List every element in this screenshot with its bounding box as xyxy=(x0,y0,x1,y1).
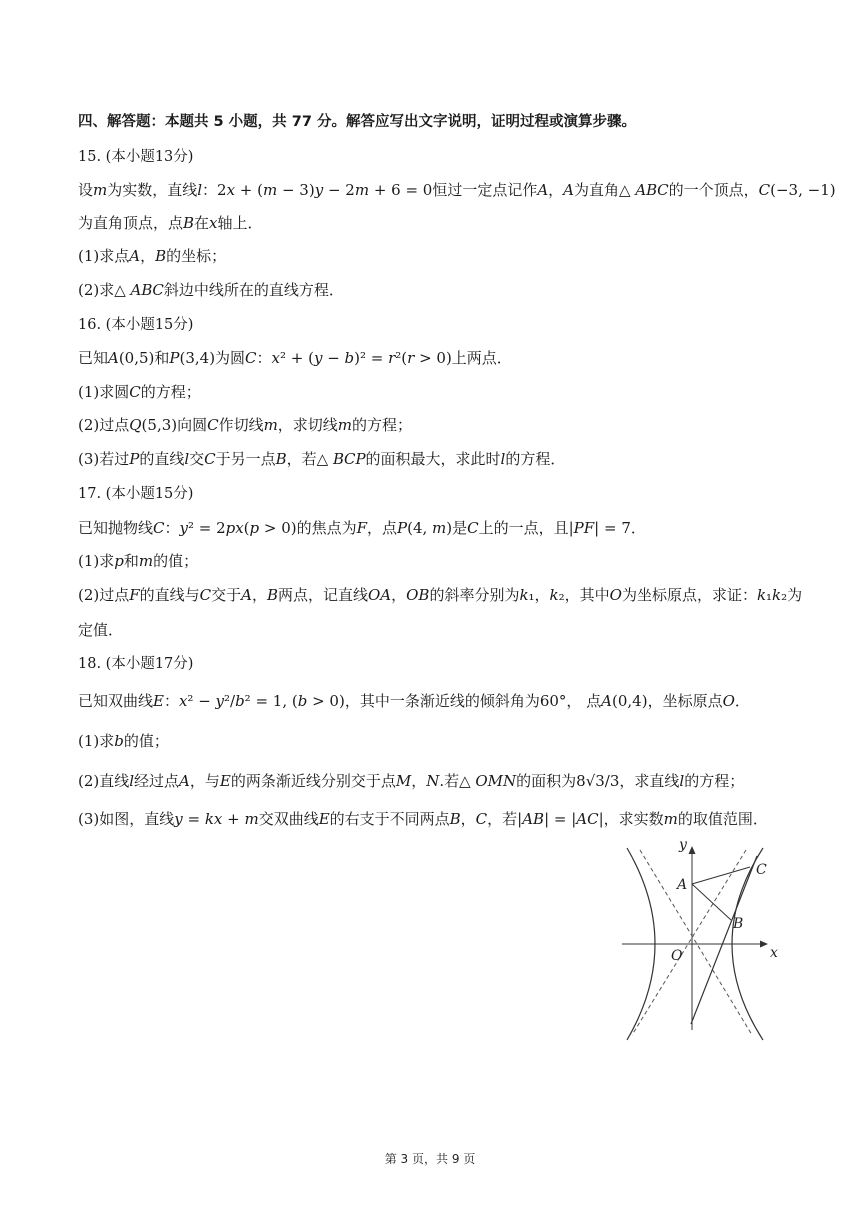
problem-16-line-3: (2)过点𝑄(5,3)向圆𝐶作切线𝑚，求切线𝑚的方程； xyxy=(78,416,413,434)
problem-15-line-3: (1)求点𝐴，𝐵的坐标； xyxy=(78,247,227,265)
problem-17-line-4: 定值． xyxy=(78,621,124,639)
problem-15-line-1: 设𝑚为实数，直线𝑙：2𝑥 + (𝑚 − 3)𝑦 − 2𝑚 + 6 = 0恒过一定点记作𝐴，𝐴为直角△ 𝐴𝐵𝐶的一个顶点，𝐶(−3, −1) xyxy=(78,181,836,199)
label-b: B xyxy=(733,916,744,932)
problem-16-line-4: (3)若过𝑃的直线𝑙交𝐶于另一点𝐵，若△ 𝐵𝐶𝑃的面积最大，求此时𝑙的方程． xyxy=(78,450,566,468)
problem-15-header: 15. (本小题13分) xyxy=(78,149,194,165)
problem-17-header: 17. (本小题15分) xyxy=(78,486,194,502)
asymptote-2 xyxy=(632,850,746,1035)
problem-18-line-4: (3)如图，直线𝑦 = 𝑘𝑥 + 𝑚交双曲线𝐸的右支于不同两点𝐵，𝐶，若|𝐴𝐵| = |𝐴𝐶|，求实数𝑚的取值范围． xyxy=(78,810,768,828)
problem-17-line-3: (2)过点𝐹的直线与𝐶交于𝐴，𝐵两点，记直线𝑂𝐴，𝑂𝐵的斜率分别为𝑘₁，𝑘₂，其中𝑂为坐标原点，求证：𝑘₁𝑘₂为 xyxy=(78,586,803,604)
problem-16-line-1: 已知𝐴(0,5)和𝑃(3,4)为圆𝐶：𝑥² + (𝑦 − 𝑏)² = 𝑟²(𝑟 > 0)上两点． xyxy=(78,349,512,367)
label-y: y xyxy=(679,837,687,853)
problem-16-line-2: (1)求圆𝐶的方程； xyxy=(78,383,201,401)
problem-17-line-2: (1)求𝑝和𝑚的值； xyxy=(78,552,199,570)
label-x: x xyxy=(770,945,778,961)
segment-ac xyxy=(692,867,750,884)
y-axis-arrow xyxy=(689,846,696,854)
problem-18-line-3: (2)直线𝑙经过点𝐴，与𝐸的两条渐近线分别交于点𝑀，𝑁.若△ 𝑂𝑀𝑁的面积为8√3/3，求直线𝑙的方程； xyxy=(78,772,745,790)
problem-18-line-1: 已知双曲线𝐸：𝑥² − 𝑦²/𝑏² = 1, (𝑏 > 0)，其中一条渐近线的倾斜角为60°， 点𝐴(0,4)，坐标原点𝑂． xyxy=(78,692,750,710)
asymptote-1 xyxy=(640,850,752,1035)
label-o: O xyxy=(671,948,683,964)
problem-16-header: 16. (本小题15分) xyxy=(78,317,194,333)
problem-15-line-4: (2)求△ 𝐴𝐵𝐶斜边中线所在的直线方程． xyxy=(78,281,344,299)
label-c: C xyxy=(756,862,767,878)
section-header: 四、解答题：本题共 5 小题，共 77 分。解答应写出文字说明，证明过程或演算步骤。 xyxy=(78,114,636,130)
problem-17-line-1: 已知抛物线𝐶：𝑦² = 2𝑝𝑥(𝑝 > 0)的焦点为𝐹，点𝑃(4, 𝑚)是𝐶上的一点，且|𝑃𝐹| = 7． xyxy=(78,519,646,537)
problem-18-line-2: (1)求𝑏的值； xyxy=(78,732,169,750)
segment-ab xyxy=(692,884,731,920)
problem-15-line-2: 为直角顶点，点𝐵在𝑥轴上． xyxy=(78,214,263,232)
x-axis-arrow xyxy=(760,941,768,948)
label-a: A xyxy=(677,877,688,893)
page-footer: 第 3 页，共 9 页 xyxy=(384,1152,476,1166)
hyperbola-figure xyxy=(612,832,784,1044)
problem-18-header: 18. (本小题17分) xyxy=(78,656,194,672)
